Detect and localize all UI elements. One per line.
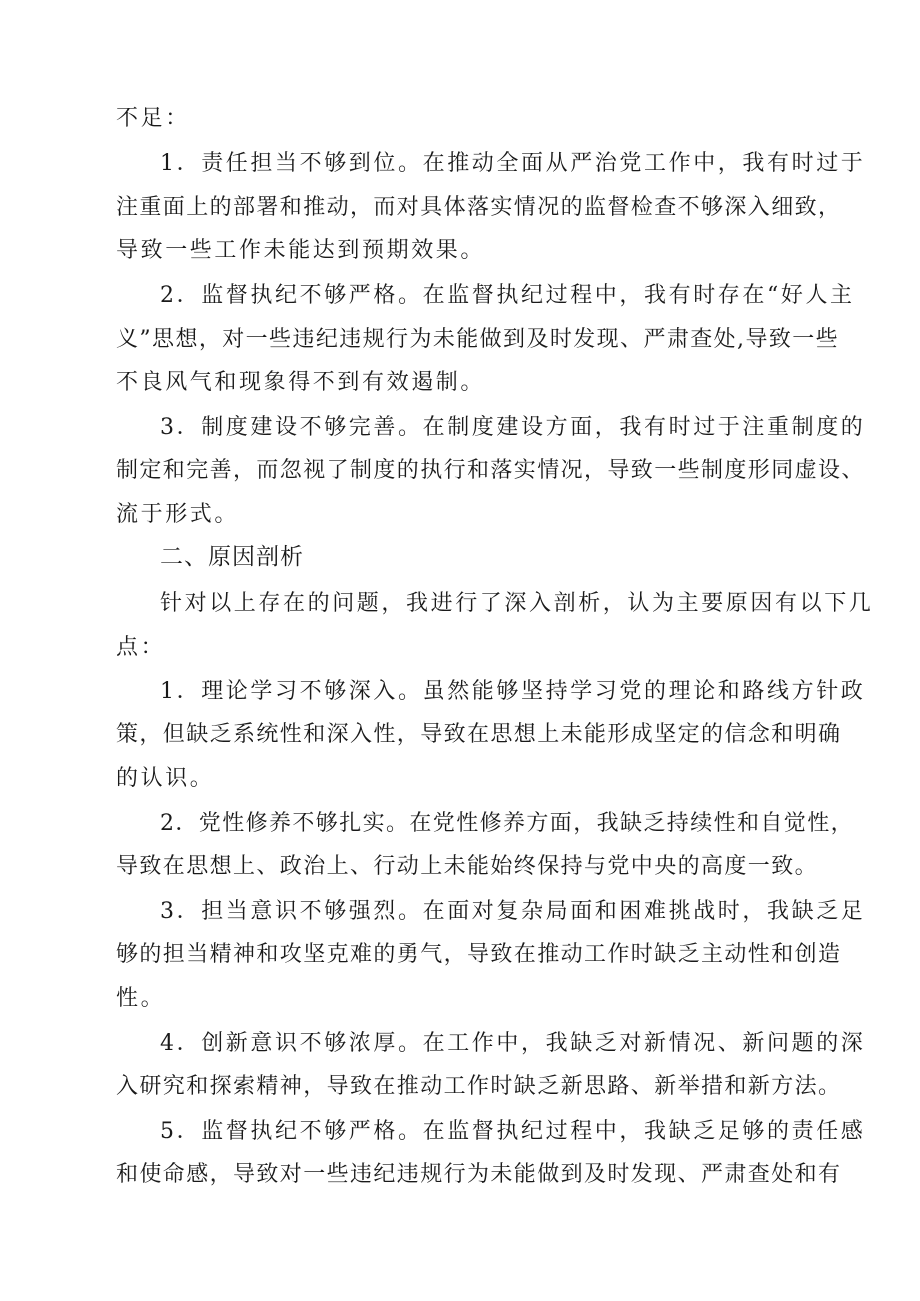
- paragraph-line: 5．监督执纪不够严格。在监督执纪过程中，我缺乏足够的责任感: [160, 1119, 866, 1144]
- paragraph-line: 3．制度建设不够完善。在制度建设方面，我有时过于注重制度的: [160, 415, 866, 440]
- paragraph-line: 导致在思想上、政治上、行动上未能始终保持与党中央的高度一致。: [116, 854, 819, 879]
- paragraph-line: 1．责任担当不够到位。在推动全面从严治党工作中，我有时过于: [160, 151, 866, 176]
- paragraph-line: 点：: [116, 635, 166, 660]
- paragraph-line: 3．担当意识不够强烈。在面对复杂局面和困难挑战时，我缺乏足: [160, 899, 866, 924]
- paragraph-line: 入研究和探索精神，导致在推动工作时缺乏新思路、新举措和新方法。: [116, 1074, 842, 1099]
- paragraph-line: 流于形式。: [116, 502, 240, 527]
- paragraph-line: 义”思想，对一些违纪违规行为未能做到及时发现、严肃查处,导致一些: [116, 327, 840, 352]
- section-heading: 二、原因剖析: [160, 544, 304, 570]
- paragraph-line: 不足：: [116, 106, 190, 131]
- paragraph-line: 2．监督执纪不够严格。在监督执纪过程中，我有时存在“好人主: [160, 283, 855, 308]
- paragraph-line: 性。: [116, 986, 166, 1011]
- paragraph-line: 够的担当精神和攻坚克难的勇气，导致在推动工作时缺乏主动性和创造: [116, 942, 842, 967]
- paragraph-line: 导致一些工作未能达到预期效果。: [116, 238, 486, 263]
- paragraph-line: 制定和完善，而忽视了制度的执行和落实情况，导致一些制度形同虚设、: [116, 458, 865, 483]
- paragraph-line: 的认识。: [116, 766, 215, 791]
- paragraph-line: 策，但缺乏系统性和深入性，导致在思想上未能形成坚定的信念和明确: [116, 722, 842, 747]
- paragraph-line: 不良风气和现象得不到有效遏制。: [116, 370, 486, 395]
- paragraph-line: 4．创新意识不够浓厚。在工作中，我缺乏对新情况、新问题的深: [160, 1031, 866, 1056]
- paragraph-line: 针对以上存在的问题，我进行了深入剖析，认为主要原因有以下几: [160, 591, 874, 616]
- paragraph-line: 和使命感，导致对一些违纪违规行为未能做到及时发现、严肃查处和有: [116, 1162, 842, 1187]
- paragraph-line: 注重面上的部署和推动，而对具体落实情况的监督检查不够深入细致，: [116, 195, 842, 220]
- paragraph-line: 1．理论学习不够深入。虽然能够坚持学习党的理论和路线方针政: [160, 679, 866, 704]
- paragraph-line: 2．党性修养不够扎实。在党性修养方面，我缺乏持续性和自觉性，: [160, 811, 854, 836]
